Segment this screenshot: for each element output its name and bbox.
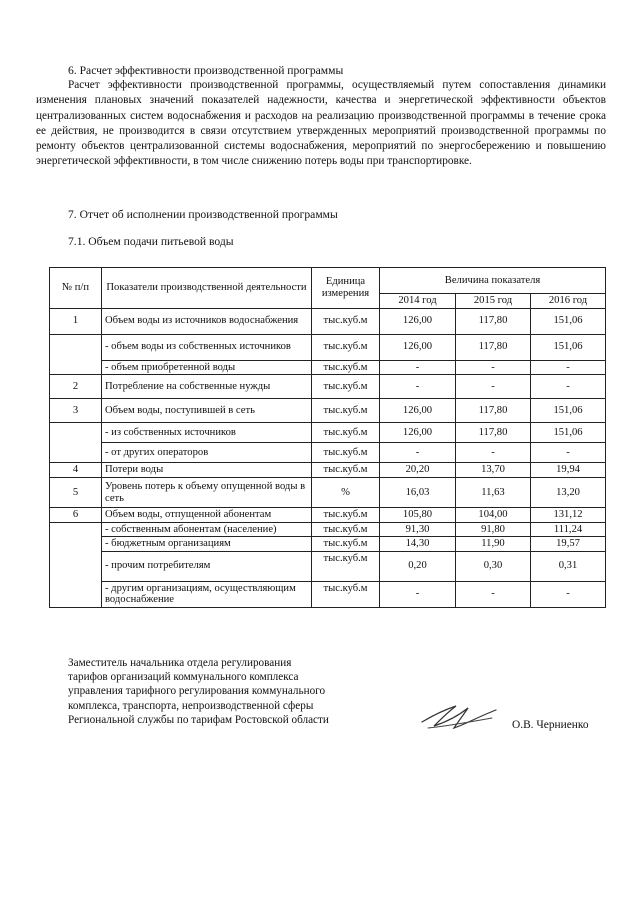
row-unit: тыс.куб.м — [312, 581, 380, 607]
row-value-2015: - — [456, 375, 531, 399]
table-row — [50, 360, 606, 375]
row-unit: тыс.куб.м — [312, 375, 380, 399]
signatory-line: управления тарифного регулирования коммунального — [68, 685, 326, 698]
row-value-2014: 91,30 — [380, 522, 456, 537]
row-value-2014: - — [380, 360, 456, 375]
row-value-2016: 151,06 — [531, 334, 606, 360]
section-6-heading: 6. Расчет эффективности производственной программы — [68, 64, 344, 77]
row-value-2014: 126,00 — [380, 399, 456, 423]
row-unit: % — [312, 478, 380, 508]
row-name: - собственным абонентам (население) — [102, 522, 312, 537]
row-value-2016: - — [531, 581, 606, 607]
row-value-2014: 0,20 — [380, 551, 456, 581]
table-row — [50, 508, 606, 523]
row-name: - другим организациям, осуществляющим водоснабжение — [102, 581, 312, 607]
header-value: Величина показателя — [380, 268, 606, 294]
table-row — [50, 423, 606, 443]
signatory-position — [68, 656, 398, 727]
signatory-line: комплекса, транспорта, непроизводственной сферы — [68, 699, 314, 712]
row-value-2014: - — [380, 581, 456, 607]
row-num: 3 — [50, 399, 102, 423]
row-value-2016: - — [531, 443, 606, 463]
row-value-2014: 20,20 — [380, 463, 456, 478]
row-name: Потребление на собственные нужды — [102, 375, 312, 399]
row-value-2015: 117,80 — [456, 334, 531, 360]
row-num: 1 — [50, 308, 102, 334]
row-num — [50, 334, 102, 375]
row-unit: тыс.куб.м — [312, 399, 380, 423]
row-value-2016: 19,94 — [531, 463, 606, 478]
row-value-2014: 126,00 — [380, 308, 456, 334]
row-value-2015: 117,80 — [456, 423, 531, 443]
table-row — [50, 399, 606, 423]
row-name: Потери воды — [102, 463, 312, 478]
row-num — [50, 423, 102, 463]
row-unit: тыс.куб.м — [312, 522, 380, 537]
row-value-2015: 104,00 — [456, 508, 531, 523]
row-value-2015: - — [456, 581, 531, 607]
table-row — [50, 308, 606, 334]
row-unit: тыс.куб.м — [312, 537, 380, 552]
table-row — [50, 581, 606, 607]
header-year-2015: 2015 год — [456, 294, 531, 309]
row-name: Объем воды из источников водоснабжения — [102, 308, 312, 334]
table-row — [50, 334, 606, 360]
row-value-2014: - — [380, 375, 456, 399]
row-value-2016: 19,57 — [531, 537, 606, 552]
row-value-2016: - — [531, 375, 606, 399]
header-indicator: Показатели производственной деятельности — [102, 268, 312, 309]
section-7-heading: 7. Отчет об исполнении производственной программы — [68, 208, 338, 221]
row-unit: тыс.куб.м — [312, 551, 380, 581]
row-num — [50, 522, 102, 607]
water-supply-table — [49, 267, 606, 608]
row-value-2015: 11,90 — [456, 537, 531, 552]
row-unit: тыс.куб.м — [312, 308, 380, 334]
row-unit: тыс.куб.м — [312, 423, 380, 443]
row-name: Объем воды, отпущенной абонентам — [102, 508, 312, 523]
row-value-2016: 0,31 — [531, 551, 606, 581]
table-row — [50, 443, 606, 463]
row-value-2014: 16,03 — [380, 478, 456, 508]
row-value-2016: 13,20 — [531, 478, 606, 508]
header-year-2016: 2016 год — [531, 294, 606, 309]
table-row — [50, 551, 606, 581]
row-value-2015: 91,80 — [456, 522, 531, 537]
row-unit: тыс.куб.м — [312, 508, 380, 523]
row-value-2014: 126,00 — [380, 334, 456, 360]
row-value-2015: 117,80 — [456, 308, 531, 334]
header-unit: Единица измерения — [312, 268, 380, 309]
handwritten-signature — [418, 700, 500, 734]
row-value-2014: 105,80 — [380, 508, 456, 523]
row-value-2014: - — [380, 443, 456, 463]
row-value-2014: 126,00 — [380, 423, 456, 443]
row-value-2016: - — [531, 360, 606, 375]
row-value-2016: 151,06 — [531, 399, 606, 423]
row-name: Объем воды, поступившей в сеть — [102, 399, 312, 423]
section-6-paragraph: Расчет эффективности производственной программы, осуществляемый путем сопоставления динамики изменения плановых значений показателей надежности, качества и энергетической эффективности объектов централизованных систем водоснабжения и расходов на реализацию производственной программы в течение срока ее действия, не производится в связи отсутствием утвержденных мероприятий производственной программы по ремонту объектов централизованной системы водоснабжения, мероприятий по энергосбережению и повышению энергетической эффективности, в том числе снижению потерь воды при транспортировке. — [36, 79, 606, 168]
table-row — [50, 375, 606, 399]
row-unit: тыс.куб.м — [312, 360, 380, 375]
row-name: - объем приобретенной воды — [102, 360, 312, 375]
signatory-name: О.В. Черниенко — [512, 719, 589, 731]
header-year-2014: 2014 год — [380, 294, 456, 309]
row-num: 4 — [50, 463, 102, 478]
table-row — [50, 537, 606, 552]
signatory-line: Заместитель начальника отдела регулирования — [68, 657, 292, 669]
row-name: - объем воды из собственных источников — [102, 334, 312, 360]
header-num: № п/п — [50, 268, 102, 309]
row-name: - бюджетным организациям — [102, 537, 312, 552]
signatory-line: тарифов организаций коммунального комплекса — [68, 671, 299, 684]
row-num: 2 — [50, 375, 102, 399]
table-row — [50, 522, 606, 537]
row-value-2016: 151,06 — [531, 308, 606, 334]
row-value-2016: 151,06 — [531, 423, 606, 443]
row-num: 5 — [50, 478, 102, 508]
row-unit: тыс.куб.м — [312, 463, 380, 478]
row-value-2014: 14,30 — [380, 537, 456, 552]
row-value-2015: 11,63 — [456, 478, 531, 508]
row-num: 6 — [50, 508, 102, 523]
row-unit: тыс.куб.м — [312, 443, 380, 463]
row-value-2015: 13,70 — [456, 463, 531, 478]
row-value-2015: 117,80 — [456, 399, 531, 423]
row-unit: тыс.куб.м — [312, 334, 380, 360]
row-name: - от других операторов — [102, 443, 312, 463]
row-value-2015: 0,30 — [456, 551, 531, 581]
row-value-2016: 131,12 — [531, 508, 606, 523]
table-row — [50, 463, 606, 478]
signatory-line: Региональной службы по тарифам Ростовской области — [68, 713, 329, 726]
row-value-2015: - — [456, 360, 531, 375]
section-7-1-heading: 7.1. Объем подачи питьевой воды — [68, 235, 234, 248]
row-name: Уровень потерь к объему опущенной воды в сеть — [102, 478, 312, 508]
table-row — [50, 478, 606, 508]
row-value-2015: - — [456, 443, 531, 463]
row-value-2016: 111,24 — [531, 522, 606, 537]
row-name: - прочим потребителям — [102, 551, 312, 581]
row-name: - из собственных источников — [102, 423, 312, 443]
